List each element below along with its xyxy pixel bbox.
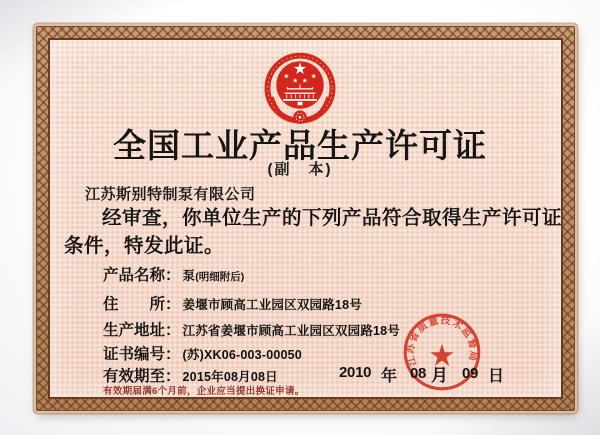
field-value: 泵: [182, 269, 196, 283]
field-label: 产品名称：: [103, 267, 181, 284]
field-label: 住 所：: [103, 296, 181, 313]
field-value: 2015年08月08日: [182, 370, 278, 384]
field-value-note: (明细附后): [195, 271, 245, 283]
official-seal-icon: [402, 311, 482, 393]
field-value: 姜堰市顾高工业园区双园路18号: [182, 298, 362, 312]
issue-date-month: 08: [410, 365, 427, 382]
field-certificate-number: [103, 342, 302, 364]
company-name: 江苏斯别特制泵有限公司: [85, 186, 256, 203]
field-product-name: [103, 263, 244, 285]
body-text-line1: 经审查，你单位生产的下列产品符合取得生产许可证: [102, 207, 563, 229]
issue-date-year: 2010: [339, 364, 372, 381]
body-text-line2: 条件，特发此证。: [64, 235, 225, 257]
issue-date-month-unit: 月: [431, 366, 448, 385]
national-emblem-icon: [259, 52, 341, 126]
certificate-subtitle: (副 本): [267, 161, 333, 178]
field-value: 江苏省姜堰市顾高工业园区双园路18号: [182, 324, 401, 338]
issue-date-year-unit: 年: [381, 368, 398, 385]
issue-date-day-unit: 日: [488, 368, 505, 385]
field-label: 生产地址：: [103, 322, 181, 339]
issue-date-day: 09: [462, 365, 479, 382]
field-label: 有效期至：: [103, 368, 181, 385]
seal-text: 江苏省质量技术监督局: [405, 315, 479, 368]
field-production-address: [103, 318, 400, 340]
field-label: 证书编号：: [103, 346, 181, 363]
certificate-title: 全国工业产品生产许可证: [113, 127, 487, 164]
field-value: (苏)XK06-003-00050: [182, 348, 302, 362]
renewal-footnote: 有效期届满6个月前，企业应当提出换证申请。: [103, 386, 305, 397]
field-registered-address: [103, 292, 362, 314]
